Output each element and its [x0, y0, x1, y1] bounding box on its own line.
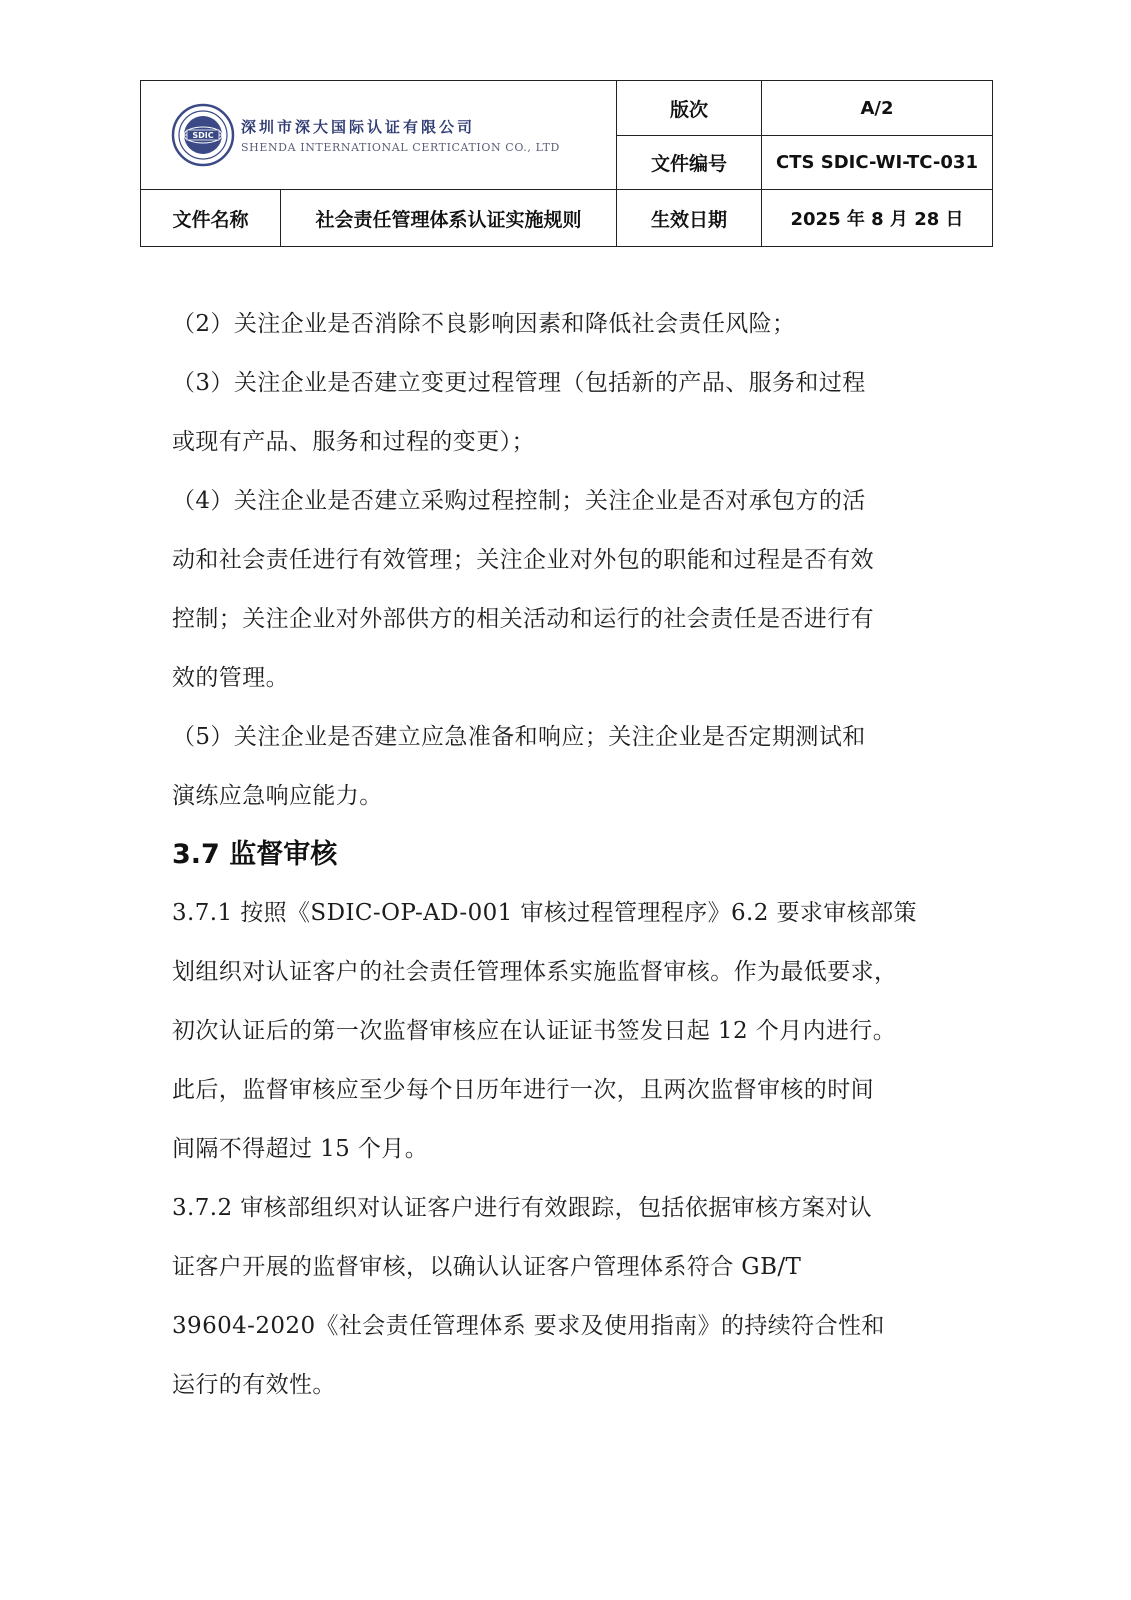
clause-3-7-1-line-3: 初次认证后的第一次监督审核应在认证证书签发日起 12 个月内进行。 [172, 1018, 897, 1044]
effective-date-value: 2025 年 8 月 28 日 [762, 190, 993, 247]
sdic-seal-icon [171, 103, 235, 167]
item-2: （2）关注企业是否消除不良影响因素和降低社会责任风险； [172, 311, 796, 337]
clause-3-7-1-line-1: 3.7.1 按照《SDIC-OP-AD-001 审核过程管理程序》6.2 要求审核部策 [172, 900, 917, 926]
doc-name-value: 社会责任管理体系认证实施规则 [281, 190, 617, 247]
clause-3-7-1-line-2: 划组织对认证客户的社会责任管理体系实施监督审核。作为最低要求， [172, 959, 898, 985]
company-logo [141, 103, 616, 167]
clause-3-7-2-line-2: 证客户开展的监督审核，以确认认证客户管理体系符合 GB/T [172, 1254, 802, 1280]
clause-3-7-2-line-1: 3.7.2 审核部组织对认证客户进行有效跟踪，包括依据审核方案对认 [172, 1195, 873, 1221]
item-5-line-1: （5）关注企业是否建立应急准备和响应；关注企业是否定期测试和 [172, 724, 866, 750]
version-label: 版次 [617, 81, 762, 136]
item-4-line-4: 效的管理。 [172, 665, 289, 691]
svg-text:SDIC: SDIC [192, 131, 214, 140]
doc-name-label: 文件名称 [141, 190, 281, 247]
doc-no-value: CTS SDIC-WI-TC-031 [762, 136, 993, 190]
item-4-line-1: （4）关注企业是否建立采购过程控制；关注企业是否对承包方的活 [172, 488, 866, 514]
clause-3-7-1-line-5: 间隔不得超过 15 个月。 [172, 1136, 429, 1162]
clause-3-7-2-line-3: 39604-2020《社会责任管理体系 要求及使用指南》的持续符合性和 [172, 1313, 885, 1339]
item-5-line-2: 演练应急响应能力。 [172, 783, 383, 809]
item-4-line-2: 动和社会责任进行有效管理；关注企业对外包的职能和过程是否有效 [172, 547, 874, 573]
item-4-line-3: 控制；关注企业对外部供方的相关活动和运行的社会责任是否进行有 [172, 606, 874, 632]
effective-date-label: 生效日期 [617, 190, 762, 247]
company-name-cn: 深圳市深大国际认证有限公司 [241, 118, 476, 136]
document-header-table [140, 80, 993, 247]
item-3-line-1: （3）关注企业是否建立变更过程管理（包括新的产品、服务和过程 [172, 370, 866, 396]
version-value: A/2 [762, 81, 993, 136]
clause-3-7-1-line-4: 此后，监督审核应至少每个日历年进行一次，且两次监督审核的时间 [172, 1077, 874, 1103]
company-logo-cell [141, 81, 617, 190]
clause-3-7-2-line-4: 运行的有效性。 [172, 1372, 336, 1398]
document-body [172, 295, 972, 1415]
item-3-line-2: 或现有产品、服务和过程的变更）； [172, 429, 535, 455]
company-name-en: SHENDA INTERNATIONAL CERTICATION CO., LTD [241, 141, 560, 154]
doc-no-label: 文件编号 [617, 136, 762, 190]
section-heading-3-7: 3.7 监督审核 [172, 839, 338, 870]
